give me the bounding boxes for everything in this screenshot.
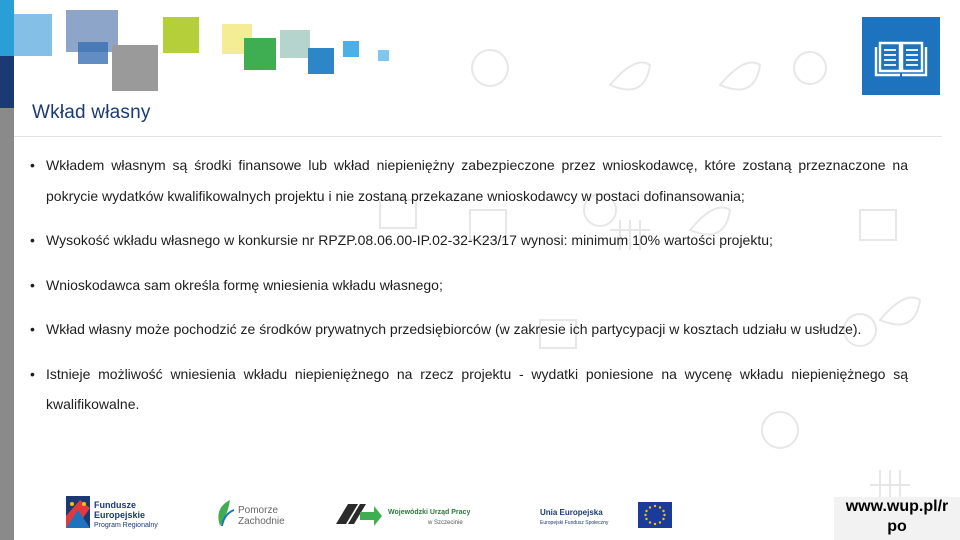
list-item <box>30 359 908 420</box>
bullet-marker: • <box>30 232 35 248</box>
wup-line-1: Wojewódzki Urząd Pracy <box>388 509 471 516</box>
unia-europejska-logo <box>540 490 680 532</box>
open-book-icon <box>862 17 940 95</box>
bullet-marker: • <box>30 157 35 173</box>
pomorze-line-2: Zachodnie <box>238 516 285 527</box>
page-title: Wkład własny <box>32 102 151 123</box>
ue-line-1: Unia Europejska <box>540 508 603 517</box>
footer-logos <box>60 490 700 538</box>
title-divider <box>14 136 942 137</box>
bullet-text: Wkład własny może pochodzić ze środków prywatnych przedsiębiorców (w zakresie ich partycypacji w kosztach udziału w usłudze). <box>46 321 862 337</box>
wup-arrow-icon <box>336 500 382 530</box>
ue-line-2: Europejski Fundusz Społeczny <box>540 520 609 526</box>
bullet-text: Wysokość wkładu własnego w konkursie nr RPZP.08.06.00-IP.02-32-K23/17 wynosi: minimum 10% wartości projektu; <box>46 232 773 248</box>
wup-line-2: w Szczecinie <box>428 520 463 526</box>
bullet-marker: • <box>30 321 35 337</box>
list-item <box>30 225 908 256</box>
list-item <box>30 270 908 301</box>
pomorze-line-1: Pomorze <box>238 505 279 516</box>
wind-turbine-icon <box>472 50 508 86</box>
website-text: www.wup.pl/r po <box>845 498 949 535</box>
fe-line-2: Europejskie <box>94 510 146 520</box>
list-item <box>30 150 908 211</box>
pomorze-zachodnie-logo <box>216 490 296 532</box>
fe-line-1: Fundusze <box>94 500 136 510</box>
atom-icon <box>794 52 826 84</box>
leaf-icon <box>720 63 760 90</box>
eu-flag-icon <box>638 502 672 528</box>
list-item <box>30 314 908 345</box>
bullet-text: Wnioskodawca sam określa formę wniesienia wkładu własnego; <box>46 276 443 293</box>
website-link[interactable] <box>834 497 960 540</box>
leaf-icon <box>610 63 650 90</box>
bullet-marker: • <box>30 365 35 382</box>
fundusze-europejskie-logo <box>66 490 166 532</box>
pomorze-leaf-icon <box>216 496 236 528</box>
bullet-marker: • <box>30 276 35 293</box>
fe-star-mark-icon <box>66 496 90 528</box>
fe-line-3: Program Regionalny <box>94 522 158 529</box>
bullet-list <box>30 150 908 434</box>
bullet-text: Istnieje możliwość wniesienia wkładu niepieniężnego na rzecz projektu - wydatki poniesione na wycenę wkładu niepieniężnego są kwalifikowalne. <box>46 365 908 412</box>
wup-szczecin-logo <box>336 490 506 532</box>
bullet-text: Wkładem własnym są środki finansowe lub wkład niepieniężny zabezpieczone przez wnioskodawcę, które zostaną przeznaczone na pokrycie wydatków kwalifikowalnych projektu i nie zostaną przekazane wnioskodawcy w postaci dofinansowania; <box>46 157 908 204</box>
